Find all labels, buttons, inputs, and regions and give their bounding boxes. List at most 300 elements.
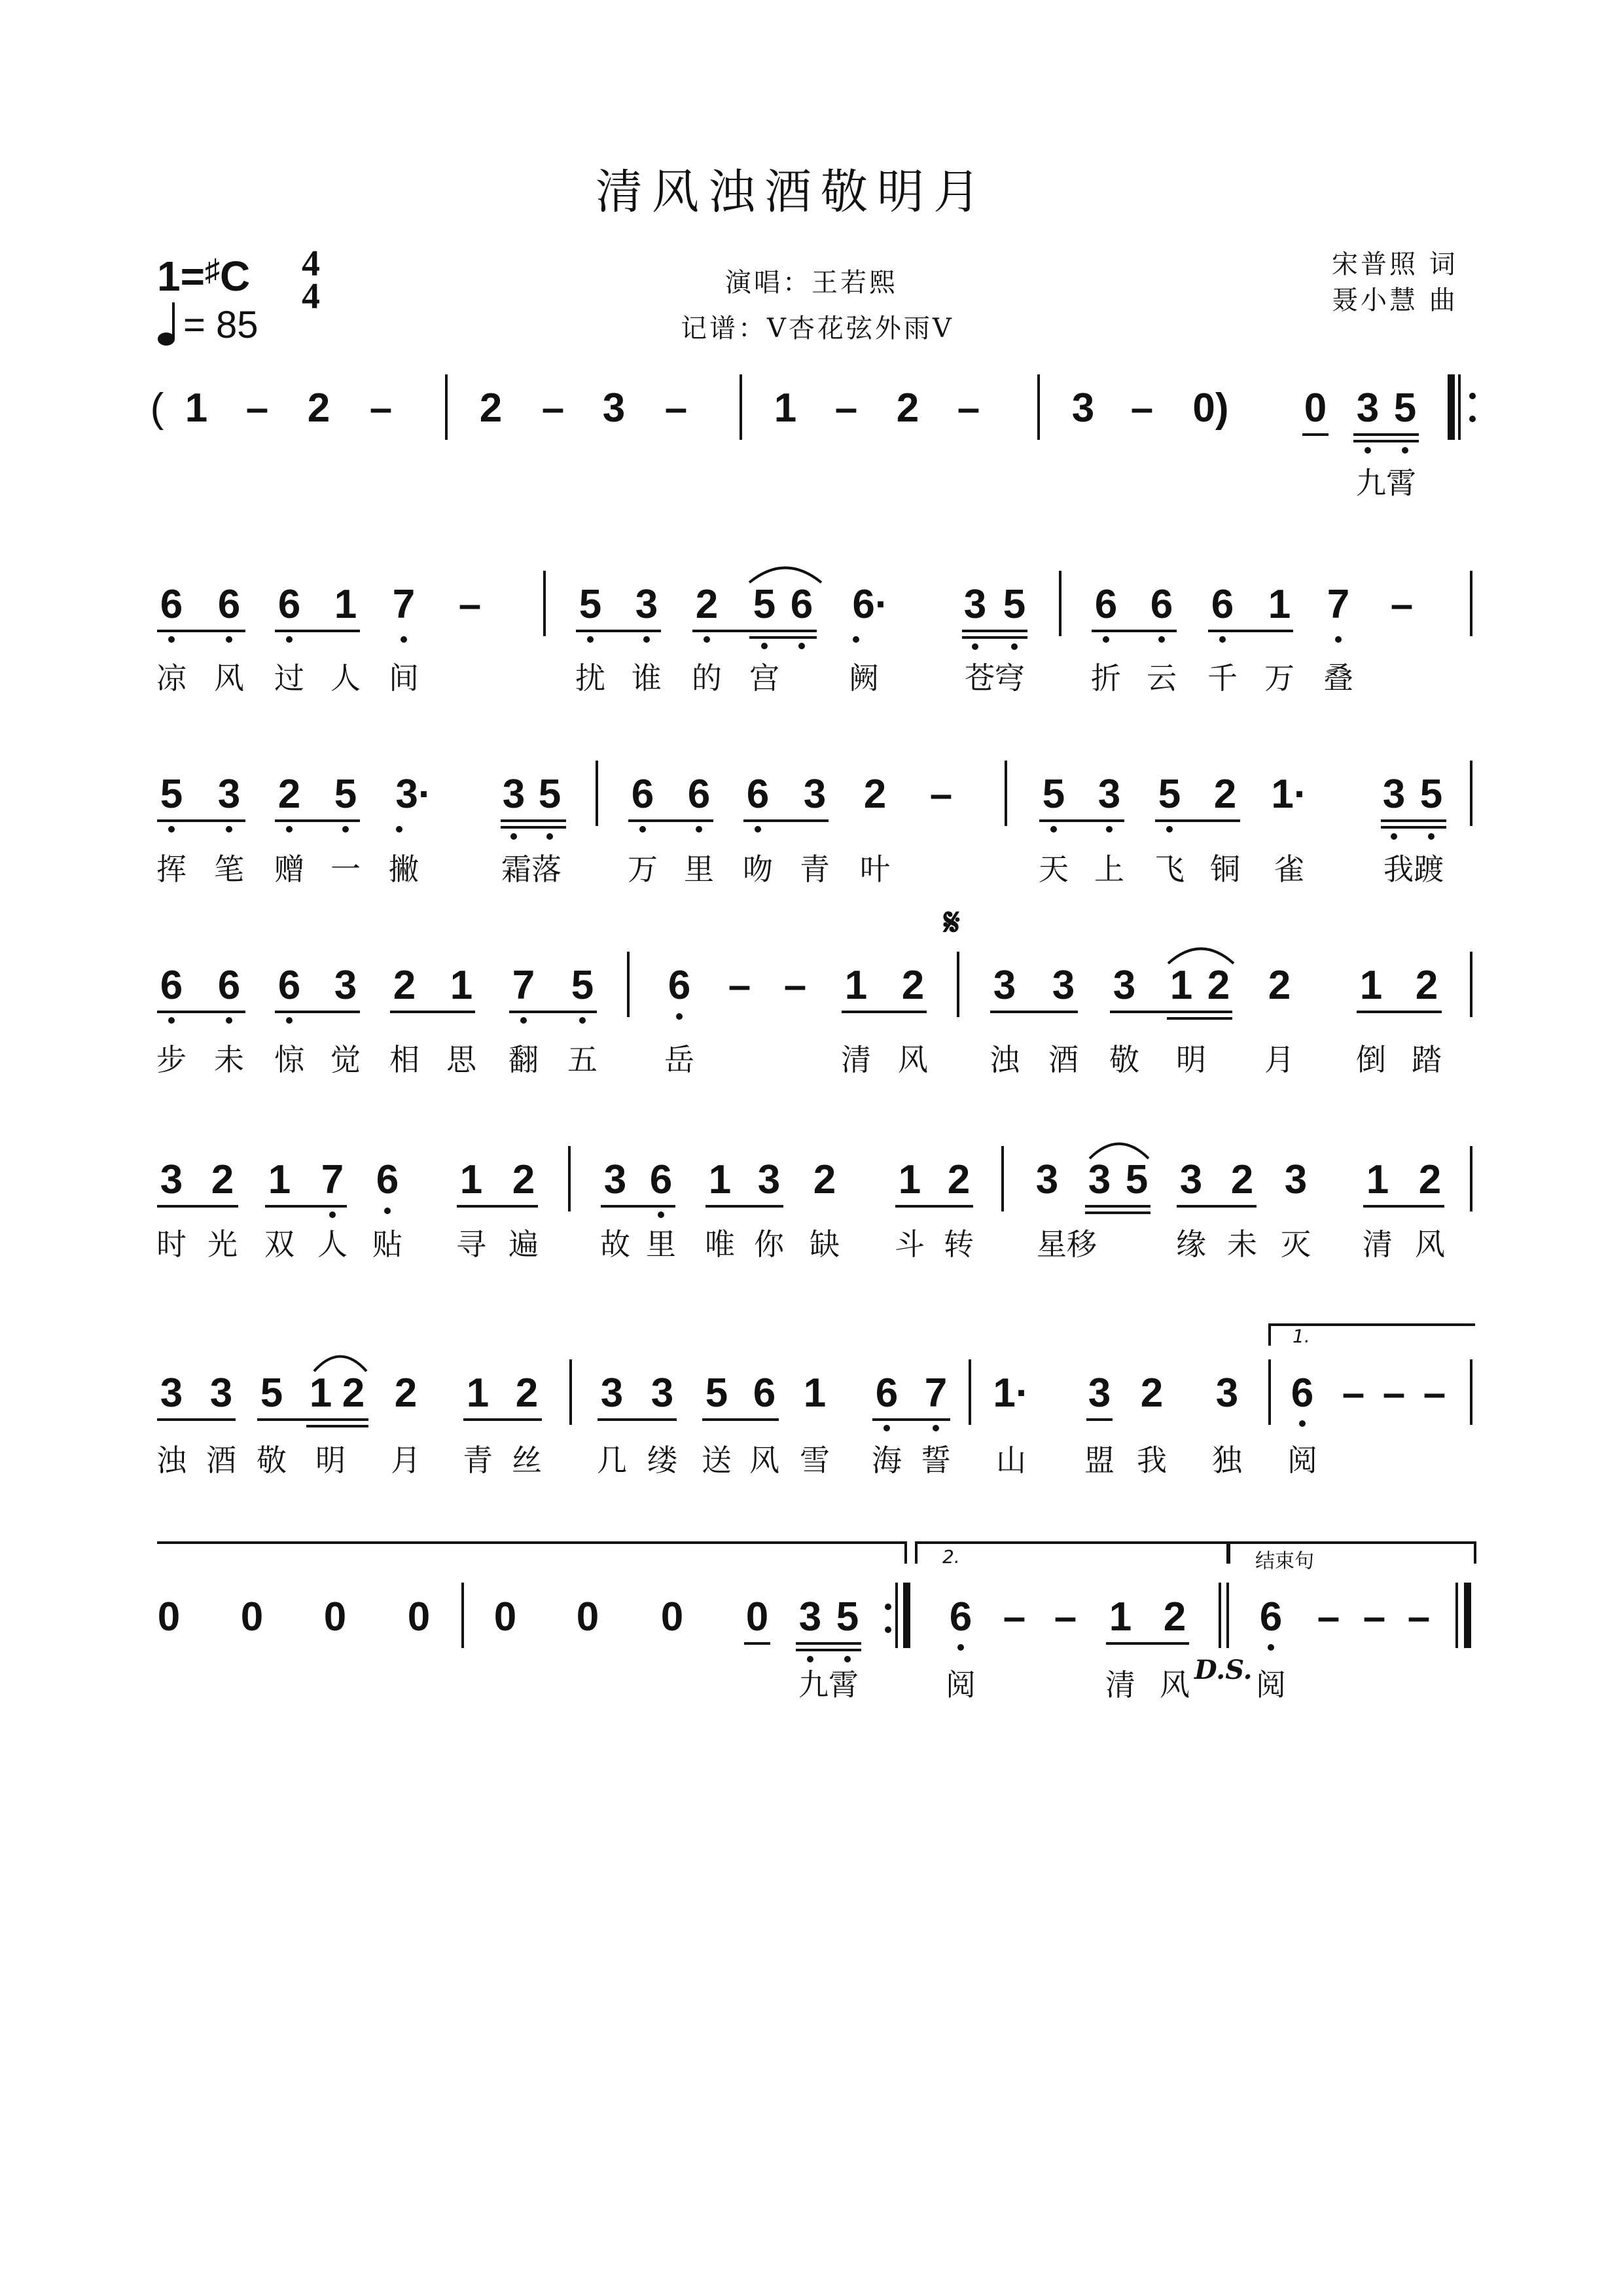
rest: 0 — [323, 1594, 347, 1640]
note: 2 — [1213, 772, 1237, 817]
underline — [275, 819, 360, 822]
lyric: 酒 — [1048, 1042, 1079, 1077]
lyric: 风 — [898, 1042, 928, 1077]
lyric: 酒 — [206, 1443, 236, 1478]
barline — [969, 1359, 971, 1425]
lyric: 扰 — [575, 660, 605, 696]
lyric: 铜 — [1210, 852, 1240, 887]
lyric: 五 — [567, 1042, 597, 1077]
underline — [749, 636, 817, 639]
note: 5 — [705, 1371, 728, 1416]
dash: – — [957, 386, 980, 431]
low-octave-dot — [1391, 833, 1397, 840]
lyric: 我踱 — [1383, 852, 1444, 887]
underline — [796, 1642, 861, 1645]
underline — [390, 1011, 475, 1013]
lyric: 的 — [692, 660, 722, 696]
note: 3 — [600, 1371, 624, 1416]
intro-open-paren: ( — [150, 386, 164, 431]
underline — [705, 1205, 783, 1208]
underline — [842, 1011, 927, 1013]
lyric: 相 — [389, 1042, 419, 1077]
lyric: 万 — [628, 852, 658, 887]
volta-bracket-continuation — [157, 1541, 907, 1564]
note: 6 — [217, 963, 241, 1008]
volta-first-ending: 1. — [1293, 1325, 1310, 1347]
lyric: 青 — [463, 1443, 493, 1478]
note: 1 — [459, 1157, 483, 1202]
barline — [461, 1583, 464, 1648]
note: 5 — [836, 1594, 859, 1640]
low-octave-dot — [286, 636, 293, 643]
low-octave-dot — [226, 1017, 232, 1024]
barline — [569, 1359, 572, 1425]
note: 3 — [1179, 1157, 1203, 1202]
lyric: 人 — [330, 660, 361, 696]
note: 6 — [668, 963, 691, 1008]
note: 3 — [1052, 963, 1075, 1008]
lyric: 觉 — [330, 1042, 361, 1077]
double-barline-a — [1219, 1583, 1221, 1648]
lyric: 阅 — [1256, 1667, 1286, 1702]
lyric: 挥 — [156, 852, 187, 887]
lyric: 清 — [1105, 1667, 1135, 1702]
underline — [1353, 440, 1419, 442]
underline — [1302, 433, 1329, 436]
lyric: 雪 — [800, 1443, 830, 1478]
lyric: 未 — [1227, 1227, 1257, 1262]
rest: 0 — [407, 1594, 431, 1640]
dash: – — [541, 386, 565, 431]
key-letter: C — [219, 253, 251, 300]
lyric: 盟 — [1084, 1443, 1115, 1478]
note: 6· — [852, 582, 889, 627]
note: 3 — [502, 772, 526, 817]
lyric: 九霄 — [798, 1667, 859, 1702]
lyric: 月 — [391, 1443, 421, 1478]
dash: – — [1390, 582, 1414, 627]
barline — [1001, 1146, 1004, 1211]
low-octave-dot — [587, 636, 594, 643]
low-octave-dot — [286, 826, 293, 833]
note: 6 — [631, 772, 654, 817]
low-octave-dot — [1364, 447, 1371, 454]
low-octave-dot — [396, 826, 402, 833]
note: 6 — [1150, 582, 1173, 627]
barline — [445, 374, 448, 440]
note: 3 — [209, 1371, 233, 1416]
low-octave-dot — [639, 826, 646, 833]
lyric: 海 — [872, 1443, 902, 1478]
note: 2 — [479, 386, 503, 431]
note: 5 — [571, 963, 594, 1008]
note: 3 — [160, 1371, 183, 1416]
repeat-start-barline-thin — [1458, 374, 1461, 440]
underline — [744, 1642, 770, 1645]
low-octave-dot — [798, 643, 805, 649]
underline — [275, 1011, 360, 1013]
lyric: 踏 — [1412, 1042, 1442, 1077]
time-signature-bottom: 4 — [302, 276, 320, 317]
lyric: 吻 — [743, 852, 773, 887]
underline — [796, 1649, 861, 1651]
note: 3 — [1215, 1371, 1239, 1416]
note: 3 — [1071, 386, 1095, 431]
barline — [596, 761, 598, 826]
low-octave-dot — [1268, 1644, 1274, 1651]
underline — [1039, 819, 1124, 822]
underline — [962, 636, 1027, 639]
low-octave-dot — [520, 1017, 527, 1024]
barline — [1037, 374, 1040, 440]
lyric: 霜落 — [501, 852, 562, 887]
note: 2 — [342, 1371, 365, 1416]
note: 5 — [1125, 1157, 1149, 1202]
note: 3 — [1356, 386, 1380, 431]
low-octave-dot — [1428, 833, 1435, 840]
note: 3· — [395, 772, 432, 817]
note: 1 — [1268, 582, 1291, 627]
lyric: 天 — [1039, 852, 1069, 887]
tempo-marking — [157, 301, 259, 347]
underline — [743, 819, 829, 822]
key-signature — [157, 252, 250, 300]
barline — [1470, 952, 1472, 1017]
lyric: 万 — [1264, 660, 1294, 696]
note: 1 — [1359, 963, 1383, 1008]
segno-sign: 𝄋 — [944, 900, 960, 944]
low-octave-dot — [546, 833, 553, 840]
low-octave-dot — [755, 826, 761, 833]
low-octave-dot — [226, 826, 232, 833]
note: 3 — [160, 1157, 183, 1202]
note: 2 — [1415, 963, 1438, 1008]
dal-segno-mark: D.S. — [1194, 1655, 1253, 1685]
time-signature-top: 4 — [302, 243, 320, 284]
lyric: 几 — [597, 1443, 627, 1478]
note: 5 — [1158, 772, 1181, 817]
barline — [1470, 1146, 1472, 1211]
lyric: 上 — [1094, 852, 1124, 887]
lyric: 风 — [1415, 1227, 1445, 1262]
low-octave-dot — [401, 636, 407, 643]
lyric: 间 — [389, 660, 419, 696]
dash: – — [1317, 1594, 1340, 1640]
low-octave-dot — [957, 1644, 964, 1651]
lyric: 笔 — [214, 852, 244, 887]
note: 6 — [277, 963, 301, 1008]
lyric: 赠 — [274, 852, 304, 887]
note: 1 — [309, 1371, 332, 1416]
underline — [1085, 1211, 1150, 1214]
lyric: 你 — [754, 1227, 784, 1262]
low-octave-dot — [1219, 636, 1226, 643]
underline — [1092, 630, 1177, 632]
underline — [576, 630, 661, 632]
note: 6 — [1291, 1371, 1314, 1416]
note: 3 — [1382, 772, 1406, 817]
lyric: 谁 — [632, 660, 662, 696]
note: 2 — [1418, 1157, 1442, 1202]
low-octave-dot — [807, 1656, 813, 1662]
note: 1 — [1109, 1594, 1132, 1640]
note: 2 — [1268, 963, 1291, 1008]
low-octave-dot — [168, 636, 175, 643]
note: 3 — [757, 1157, 781, 1202]
repeat-start-barline — [1448, 374, 1455, 440]
lyric: 撇 — [389, 852, 419, 887]
note: 6 — [1211, 582, 1234, 627]
lyric: 思 — [446, 1042, 476, 1077]
note: 3 — [993, 963, 1016, 1008]
volta-bracket — [1268, 1323, 1475, 1346]
underline — [1086, 1418, 1113, 1421]
note: 5 — [1003, 582, 1026, 627]
underline — [1085, 1205, 1150, 1208]
lyric: 里 — [684, 852, 714, 887]
underline — [1381, 819, 1446, 822]
time-signature — [294, 243, 327, 317]
low-octave-dot — [658, 1211, 664, 1218]
barline — [1470, 571, 1472, 636]
lyric: 灭 — [1281, 1227, 1311, 1262]
low-octave-dot — [643, 636, 650, 643]
barline — [568, 1146, 571, 1211]
lyric: 遍 — [508, 1227, 539, 1262]
barline — [740, 374, 742, 440]
note: 1 — [803, 1371, 827, 1416]
rest: 0 — [493, 1594, 517, 1640]
underline — [1110, 1011, 1232, 1013]
lyric: 折 — [1091, 660, 1121, 696]
lyric: 过 — [274, 660, 304, 696]
lyric: 青 — [800, 852, 830, 887]
repeat-dot — [885, 1626, 891, 1633]
dash: – — [1342, 1371, 1365, 1416]
low-octave-dot — [1011, 643, 1018, 650]
lyric: 步 — [156, 1042, 187, 1077]
low-octave-dot — [342, 826, 349, 833]
ending-label: 结束句 — [1255, 1550, 1314, 1573]
note: 5 — [753, 582, 776, 627]
lyric: 一 — [330, 852, 361, 887]
note: 5 — [1042, 772, 1065, 817]
low-octave-dot — [579, 1017, 586, 1024]
note: 2 — [1230, 1157, 1254, 1202]
note: 1 — [844, 963, 868, 1008]
lyric: 倒 — [1356, 1042, 1386, 1077]
lyric: 光 — [207, 1227, 238, 1262]
lyric: 飞 — [1154, 852, 1185, 887]
underline — [157, 1011, 245, 1013]
dash: – — [1054, 1594, 1077, 1640]
note: 5 — [334, 772, 357, 817]
barline — [957, 952, 959, 1017]
underline — [692, 630, 817, 632]
note: 3 — [803, 772, 827, 817]
note: 2 — [1163, 1594, 1186, 1640]
low-octave-dot — [972, 643, 978, 650]
underline — [1177, 1205, 1257, 1208]
lyric: 转 — [944, 1227, 974, 1262]
note: 3 — [334, 963, 357, 1008]
low-octave-dot — [761, 643, 768, 649]
note: 3 — [635, 582, 658, 627]
note: 2 — [515, 1371, 539, 1416]
note: 2 — [393, 963, 416, 1008]
note: 0) — [1192, 386, 1229, 431]
lyric: 明 — [315, 1443, 346, 1478]
underline — [628, 819, 713, 822]
note: 6 — [687, 772, 711, 817]
dash: – — [369, 386, 393, 431]
lyric: 风 — [214, 660, 244, 696]
barline — [1470, 761, 1472, 826]
note: 2 — [695, 582, 719, 627]
underline — [157, 630, 245, 632]
note: 1 — [708, 1157, 732, 1202]
lyric: 送 — [702, 1443, 732, 1478]
note: 3 — [1035, 1157, 1059, 1202]
note: 5 — [579, 582, 602, 627]
note: 2 — [394, 1371, 418, 1416]
note: 1 — [1366, 1157, 1389, 1202]
slur — [1165, 941, 1237, 967]
note: 1 — [1169, 963, 1193, 1008]
lyric: 清 — [841, 1042, 871, 1077]
low-octave-dot — [853, 636, 859, 643]
singer-credit: 演唱：王若熙 — [725, 268, 898, 298]
underline — [1363, 1205, 1444, 1208]
tempo-value: = 85 — [183, 304, 259, 346]
lyric: 阅 — [1287, 1443, 1317, 1478]
low-octave-dot — [384, 1208, 391, 1214]
rest: 0 — [576, 1594, 599, 1640]
volta-second-ending: 2. — [942, 1546, 960, 1568]
lyric: 凉 — [156, 660, 187, 696]
lyric: 明 — [1176, 1042, 1206, 1077]
low-octave-dot — [226, 636, 232, 643]
underline — [306, 1425, 368, 1427]
lyric: 独 — [1212, 1443, 1242, 1478]
low-octave-dot — [933, 1425, 939, 1431]
rest: 0 — [157, 1594, 181, 1640]
note: 2 — [896, 386, 919, 431]
lyric: 千 — [1207, 660, 1238, 696]
note: 3 — [1088, 1371, 1111, 1416]
low-octave-dot — [286, 1017, 293, 1024]
composer-credit: 聂小慧 曲 — [1332, 285, 1458, 315]
dash: – — [929, 772, 953, 817]
rest: 0 — [240, 1594, 264, 1640]
lyric: 清 — [1363, 1227, 1393, 1262]
lyric: 我 — [1137, 1443, 1167, 1478]
lyric: 故 — [600, 1227, 630, 1262]
dash: – — [783, 963, 807, 1008]
lyric: 缕 — [647, 1443, 677, 1478]
barline — [543, 571, 546, 636]
low-octave-dot — [1299, 1420, 1306, 1427]
note: 5 — [538, 772, 562, 817]
repeat-dot — [1469, 416, 1476, 422]
note: 6 — [277, 582, 301, 627]
repeat-dot — [885, 1604, 891, 1610]
lyric: 浊 — [156, 1443, 187, 1478]
repeat-end-barline-thin — [895, 1583, 898, 1648]
note: 0 — [1304, 386, 1327, 431]
low-octave-dot — [883, 1425, 890, 1431]
lyric: 人 — [317, 1227, 348, 1262]
lyric: 叶 — [860, 852, 890, 887]
note: 7 — [924, 1371, 948, 1416]
note: 6 — [753, 1371, 776, 1416]
lyric: 阅 — [946, 1667, 976, 1702]
note: 1 — [898, 1157, 921, 1202]
underline — [157, 1205, 238, 1208]
repeat-end-barline — [903, 1583, 910, 1648]
underline — [702, 1418, 779, 1421]
final-barline — [1464, 1583, 1471, 1648]
note: 3 — [963, 582, 987, 627]
underline — [265, 1205, 347, 1208]
low-octave-dot — [1050, 826, 1057, 833]
lyric: 丝 — [512, 1443, 542, 1478]
lyric: 岳 — [664, 1042, 694, 1077]
note: 2 — [863, 772, 887, 817]
low-octave-dot — [1402, 447, 1408, 454]
lyric: 宫 — [749, 660, 779, 696]
note: 3 — [798, 1594, 822, 1640]
slur — [311, 1348, 370, 1374]
lyric: 翻 — [508, 1042, 539, 1077]
note: 2 — [512, 1157, 535, 1202]
note: 7 — [512, 963, 535, 1008]
note: 1 — [268, 1157, 291, 1202]
lyric: 星移 — [1037, 1227, 1097, 1262]
underline — [962, 630, 1027, 632]
note: 2 — [277, 772, 301, 817]
note: 2 — [211, 1157, 234, 1202]
low-octave-dot — [1158, 636, 1165, 643]
note: 3 — [217, 772, 241, 817]
note: 3 — [602, 386, 626, 431]
note: 3 — [1113, 963, 1136, 1008]
note: 2 — [901, 963, 925, 1008]
low-octave-dot — [1103, 636, 1109, 643]
lyric: 缘 — [1176, 1227, 1206, 1262]
underline — [457, 1205, 538, 1208]
underline — [1155, 819, 1240, 822]
note: 1 — [334, 582, 357, 627]
lyric: 敬 — [1109, 1042, 1139, 1077]
double-barline-b — [1226, 1583, 1229, 1648]
underline — [501, 819, 566, 822]
lyric: 缺 — [810, 1227, 840, 1262]
note: 2 — [947, 1157, 971, 1202]
note: 5 — [1393, 386, 1417, 431]
dash: – — [1382, 1371, 1406, 1416]
note: 6 — [376, 1157, 399, 1202]
low-octave-dot — [704, 636, 710, 643]
lyric: 里 — [646, 1227, 676, 1262]
underline — [601, 1205, 675, 1208]
underline — [275, 630, 360, 632]
underline — [1106, 1642, 1189, 1645]
underline — [157, 819, 245, 822]
note: 6 — [790, 582, 813, 627]
underline — [1208, 630, 1293, 632]
underline — [990, 1011, 1078, 1013]
